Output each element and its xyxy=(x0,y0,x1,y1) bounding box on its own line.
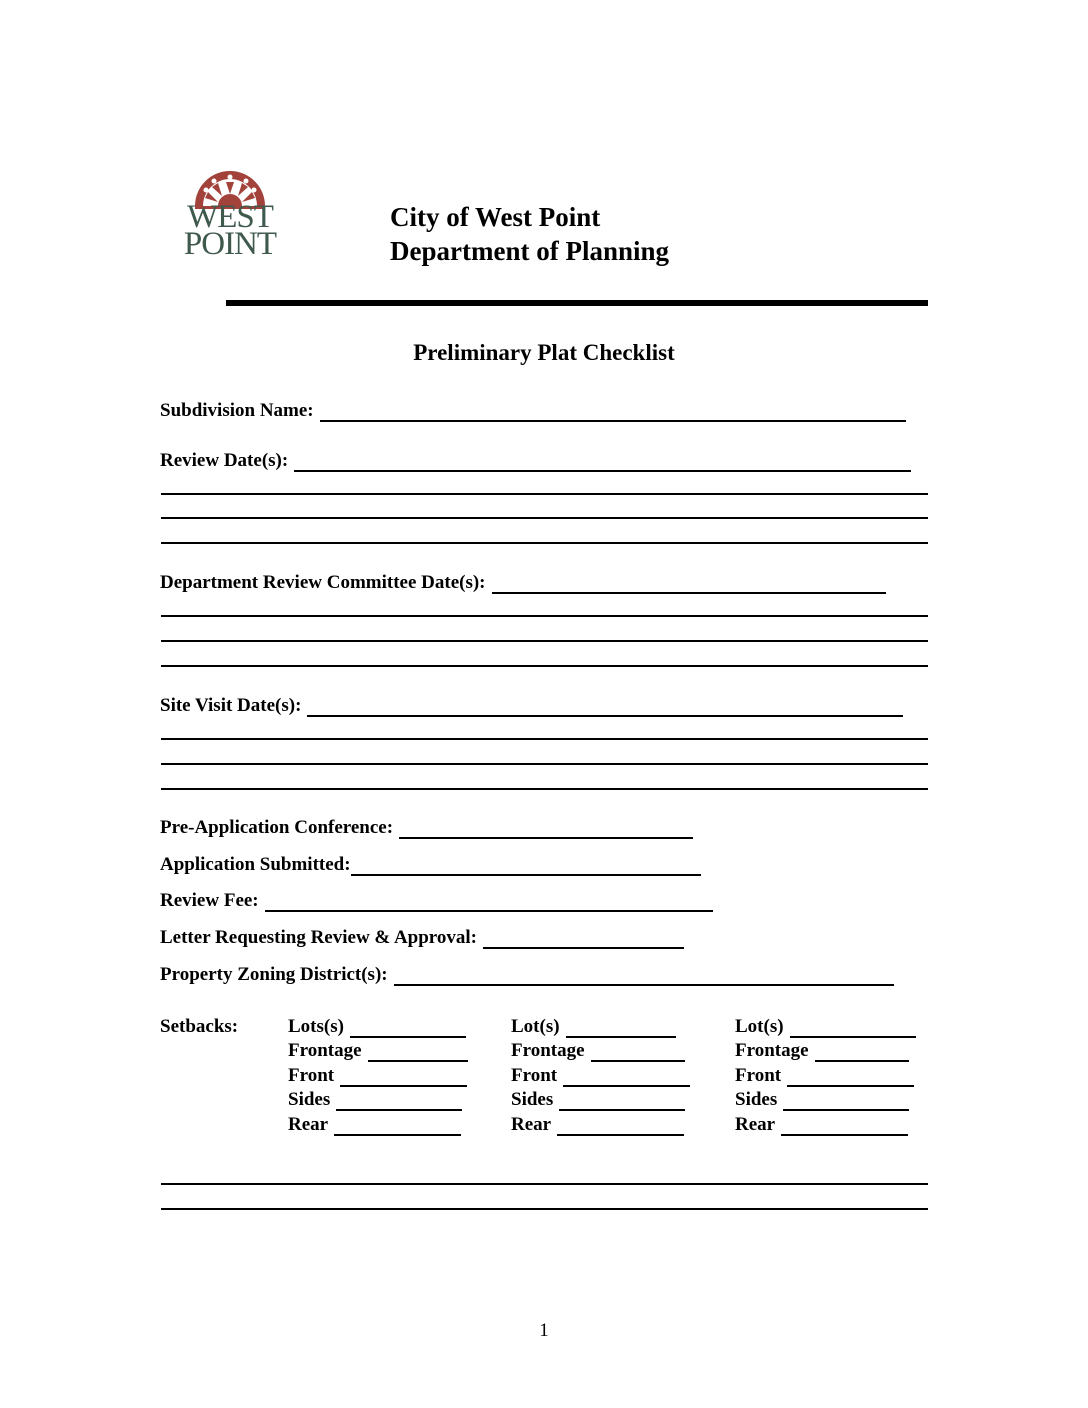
setback-input[interactable] xyxy=(781,1118,908,1136)
subdivision-name-label: Subdivision Name: xyxy=(160,400,314,421)
setback-input[interactable] xyxy=(336,1093,462,1111)
pre-application-field xyxy=(160,817,693,839)
subdivision-name-input[interactable] xyxy=(320,404,906,422)
city-name: City of West Point xyxy=(390,202,601,232)
setback-row xyxy=(511,1062,690,1087)
logo-text-point: POINT xyxy=(183,226,277,262)
setback-row xyxy=(288,1062,468,1087)
site-visit-dates-extra-line[interactable] xyxy=(161,788,928,790)
setback-row xyxy=(735,1111,916,1136)
site-visit-dates-extra-line[interactable] xyxy=(161,738,928,740)
setback-input[interactable] xyxy=(559,1093,685,1111)
logo-text-west: WEST xyxy=(187,199,273,235)
header-divider xyxy=(226,300,928,306)
setback-row-label: Lots(s) xyxy=(288,1015,344,1037)
notes-line[interactable] xyxy=(161,1208,928,1210)
letter-requesting-input[interactable] xyxy=(483,931,684,949)
setback-row-label: Rear xyxy=(735,1113,776,1135)
setback-row-label: Sides xyxy=(511,1089,554,1110)
page-number: 1 xyxy=(539,1320,549,1341)
application-submitted-label: Application Submitted: xyxy=(160,854,351,875)
zoning-district-input[interactable] xyxy=(394,968,894,986)
review-fee-field xyxy=(160,890,713,912)
review-dates-field xyxy=(160,450,911,472)
committee-dates-extra-line[interactable] xyxy=(161,640,928,642)
letter-requesting-field xyxy=(160,927,684,949)
zoning-district-label: Property Zoning District(s): xyxy=(160,964,388,985)
west-point-logo xyxy=(162,156,298,262)
setback-input[interactable] xyxy=(790,1020,916,1038)
setback-row xyxy=(511,1038,690,1063)
setback-row-label: Lot(s) xyxy=(511,1015,560,1037)
setback-input[interactable] xyxy=(340,1069,467,1087)
setback-input[interactable] xyxy=(368,1044,468,1062)
organization-header xyxy=(390,200,669,268)
setback-row-label: Sides xyxy=(735,1089,778,1110)
setbacks-label-column xyxy=(160,1013,238,1038)
setback-row xyxy=(511,1013,690,1038)
setback-row xyxy=(288,1087,468,1112)
committee-dates-label: Department Review Committee Date(s): xyxy=(160,572,486,593)
setback-row-label: Front xyxy=(511,1064,558,1086)
site-visit-dates-input[interactable] xyxy=(307,699,903,717)
setback-row-label: Front xyxy=(735,1064,782,1086)
review-dates-extra-line[interactable] xyxy=(161,542,928,544)
review-fee-label: Review Fee: xyxy=(160,890,259,911)
setback-row xyxy=(288,1111,468,1136)
review-dates-extra-line[interactable] xyxy=(161,517,928,519)
setback-row-label: Rear xyxy=(288,1113,329,1135)
setback-row xyxy=(288,1038,468,1063)
committee-dates-input[interactable] xyxy=(492,576,886,594)
application-submitted-input[interactable] xyxy=(351,858,701,876)
setback-input[interactable] xyxy=(350,1020,466,1038)
zoning-district-field xyxy=(160,964,894,986)
setback-row xyxy=(735,1087,916,1112)
setback-input[interactable] xyxy=(783,1093,909,1111)
department-name: Department of Planning xyxy=(390,236,669,266)
site-visit-dates-field xyxy=(160,695,903,717)
letter-requesting-label: Letter Requesting Review & Approval: xyxy=(160,927,477,948)
setback-row-label: Front xyxy=(288,1064,335,1086)
setback-row-label: Lot(s) xyxy=(735,1015,784,1037)
committee-dates-field xyxy=(160,572,886,594)
subdivision-name-field xyxy=(160,400,906,422)
setback-row-label: Frontage xyxy=(511,1040,585,1061)
application-submitted-field xyxy=(160,854,701,876)
setback-input[interactable] xyxy=(815,1044,909,1062)
review-dates-label: Review Date(s): xyxy=(160,450,289,471)
setback-input[interactable] xyxy=(787,1069,914,1087)
setbacks-label: Setbacks: xyxy=(160,1015,239,1037)
setback-row xyxy=(735,1038,916,1063)
setback-row xyxy=(511,1111,690,1136)
setbacks-column-2 xyxy=(511,1013,690,1136)
setback-row-label: Frontage xyxy=(735,1040,809,1061)
site-visit-dates-label: Site Visit Date(s): xyxy=(160,695,302,716)
page-title: Preliminary Plat Checklist xyxy=(413,340,675,365)
committee-dates-extra-line[interactable] xyxy=(161,665,928,667)
setbacks-column-3 xyxy=(735,1013,916,1136)
setback-row-label: Rear xyxy=(511,1113,552,1135)
setback-input[interactable] xyxy=(566,1020,676,1038)
site-visit-dates-extra-line[interactable] xyxy=(161,763,928,765)
setback-row xyxy=(735,1062,916,1087)
setbacks-column-1 xyxy=(288,1013,468,1136)
setback-row xyxy=(288,1013,468,1038)
review-fee-input[interactable] xyxy=(265,894,713,912)
pre-application-input[interactable] xyxy=(399,821,693,839)
setback-row xyxy=(735,1013,916,1038)
setback-input[interactable] xyxy=(591,1044,685,1062)
review-dates-extra-line[interactable] xyxy=(161,493,928,495)
pre-application-label: Pre-Application Conference: xyxy=(160,817,394,838)
setback-input[interactable] xyxy=(563,1069,690,1087)
setback-input[interactable] xyxy=(334,1118,461,1136)
review-dates-input[interactable] xyxy=(294,454,911,472)
setback-row xyxy=(511,1087,690,1112)
setback-row-label: Sides xyxy=(288,1089,331,1110)
notes-line[interactable] xyxy=(161,1183,928,1185)
setback-input[interactable] xyxy=(557,1118,684,1136)
setback-row-label: Frontage xyxy=(288,1040,362,1061)
committee-dates-extra-line[interactable] xyxy=(161,615,928,617)
